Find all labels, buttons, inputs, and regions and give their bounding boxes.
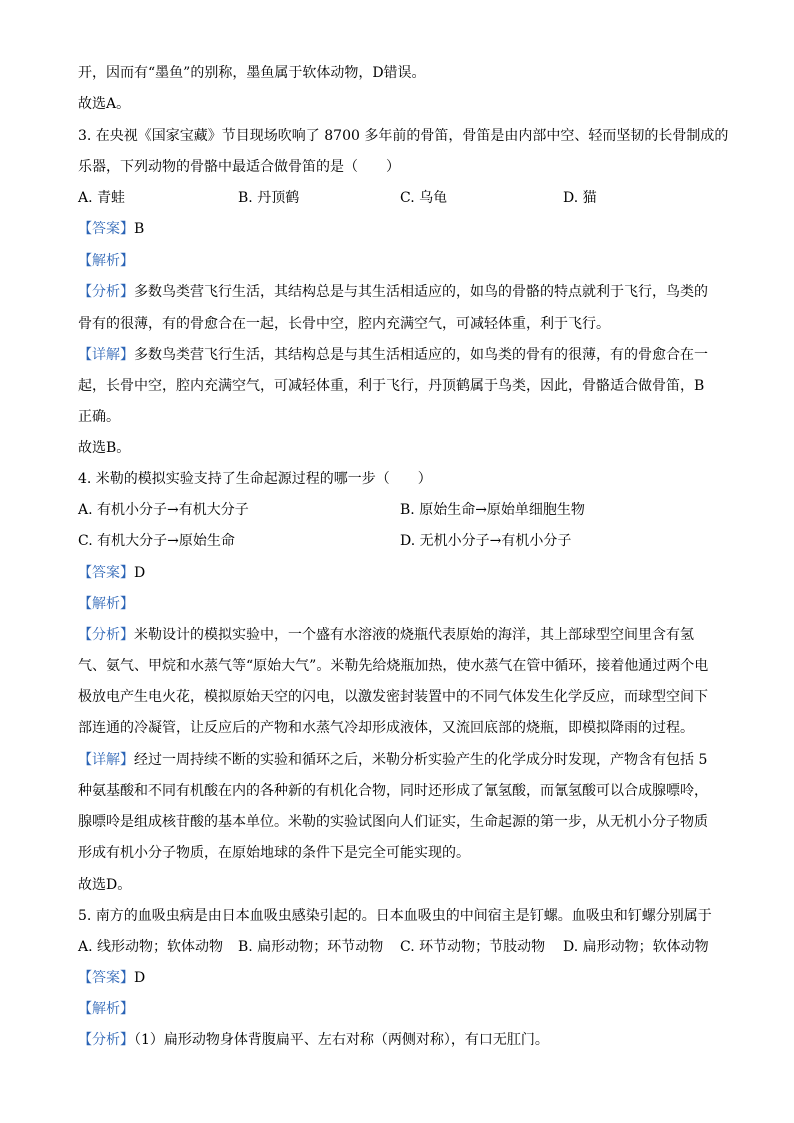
conclusion: 故选B。 <box>78 440 131 456</box>
analysis-text: 气、氨气、甲烷和水蒸气等“原始大气”。米勒先给烧瓶加热，使水蒸气在管中循环，接着他通过两个电 <box>78 658 709 674</box>
analysis-tag: 【分析】 <box>78 627 134 643</box>
answer-value: B <box>134 221 145 237</box>
analysis-text: （1）扁形动物身体背腹扁平、左右对称（两侧对称），有口无肛门。 <box>134 1032 549 1048</box>
option-a: A. 线形动物；软体动物 <box>78 939 224 955</box>
option-c: C. 有机大分子→原始生命 <box>78 533 235 549</box>
analysis-tag: 【分析】 <box>78 284 134 300</box>
text-line: 开，因而有“墨鱼”的别称，墨鱼属于软体动物，D错误。 <box>78 65 426 81</box>
option-b: B. 丹顶鹤 <box>238 190 300 206</box>
detail-text: 腺嘌呤是组成核苷酸的基本单位。米勒的实验试图向人们证实，生命起源的第一步，从无机小分子物质 <box>78 814 708 830</box>
detail-text: 起，长骨中空，腔内充满空气，可减轻体重，利于飞行，丹顶鹤属于鸟类，因此，骨骼适合做骨笛，B <box>78 378 705 394</box>
analysis-text: 多数鸟类营飞行生活，其结构总是与其生活相适应的，如鸟的骨骼的特点就利于飞行，鸟类的 <box>134 284 708 300</box>
answer-line <box>78 564 145 582</box>
analysis-heading: 【解析】 <box>78 596 134 612</box>
detail-text: 种氨基酸和不同有机酸在内的各种新的有机化合物，同时还形成了氰氢酸，而氰氢酸可以合成腺嘌呤， <box>78 783 708 799</box>
option-d: D. 猫 <box>563 190 597 206</box>
analysis-text: 极放电产生电火花，模拟原始天空的闪电，以激发密封装置中的不同气体发生化学反应，而球型空间下 <box>78 689 708 705</box>
option-b: B. 原始生命→原始单细胞生物 <box>400 502 585 518</box>
detail-text: 经过一周持续不断的实验和循环之后，米勒分析实验产生的化学成分时发现，产物含有包括 5 <box>134 752 708 768</box>
conclusion: 故选D。 <box>78 877 132 893</box>
text-line: 故选A。 <box>78 96 131 112</box>
analysis-heading: 【解析】 <box>78 1001 134 1017</box>
option-a: A. 青蛙 <box>78 190 126 206</box>
answer-tag: 【答案】 <box>78 221 134 237</box>
analysis-line <box>78 283 708 301</box>
question-3-stem: 3. 在央视《国家宝藏》节目现场吹响了 8700 多年前的骨笛，骨笛是由内部中空、轻而坚韧的长骨制成的 <box>78 128 729 144</box>
detail-line <box>78 751 707 769</box>
detail-text: 多数鸟类营飞行生活，其结构总是与其生活相适应的，如鸟类的骨有的很薄，有的骨愈合在一 <box>134 347 708 363</box>
analysis-text: 米勒设计的模拟实验中，一个盛有水溶液的烧瓶代表原始的海洋，其上部球型空间里含有氢 <box>134 627 694 643</box>
question-4-stem: 4. 米勒的模拟实验支持了生命起源过程的哪一步（ ） <box>78 471 432 487</box>
answer-tag: 【答案】 <box>78 565 134 581</box>
option-a: A. 有机小分子→有机大分子 <box>78 502 249 518</box>
detail-tag: 【详解】 <box>78 347 134 363</box>
answer-line <box>78 969 145 987</box>
analysis-line <box>78 1031 549 1049</box>
detail-text: 形成有机小分子物质，在原始地球的条件下是完全可能实现的。 <box>78 845 470 861</box>
answer-value: D <box>134 970 146 986</box>
option-d: D. 无机小分子→有机小分子 <box>400 533 572 549</box>
analysis-text: 部连通的冷凝管，让反应后的产物和水蒸气冷却形成液体，又流回底部的烧瓶，即模拟降雨的过程。 <box>78 720 694 736</box>
analysis-line <box>78 626 694 644</box>
option-c: C. 乌龟 <box>400 190 448 206</box>
answer-line <box>78 220 144 238</box>
analysis-tag: 【分析】 <box>78 1032 134 1048</box>
answer-value: D <box>134 565 146 581</box>
question-3-stem: 乐器，下列动物的骨骼中最适合做骨笛的是（ ） <box>78 159 400 175</box>
analysis-heading: 【解析】 <box>78 253 134 269</box>
option-c: C. 环节动物；节肢动物 <box>400 939 546 955</box>
question-5-stem: 5. 南方的血吸虫病是由日本血吸虫感染引起的。日本血吸虫的中间宿主是钉螺。血吸虫和钉螺分别属于 <box>78 908 712 924</box>
detail-text: 正确。 <box>78 409 120 425</box>
detail-line <box>78 346 708 364</box>
answer-tag: 【答案】 <box>78 970 134 986</box>
option-b: B. 扁形动物；环节动物 <box>238 939 384 955</box>
analysis-text: 骨有的很薄，有的骨愈合在一起，长骨中空，腔内充满空气，可减轻体重，利于飞行。 <box>78 316 610 332</box>
option-d: D. 扁形动物；软体动物 <box>563 939 709 955</box>
detail-tag: 【详解】 <box>78 752 134 768</box>
